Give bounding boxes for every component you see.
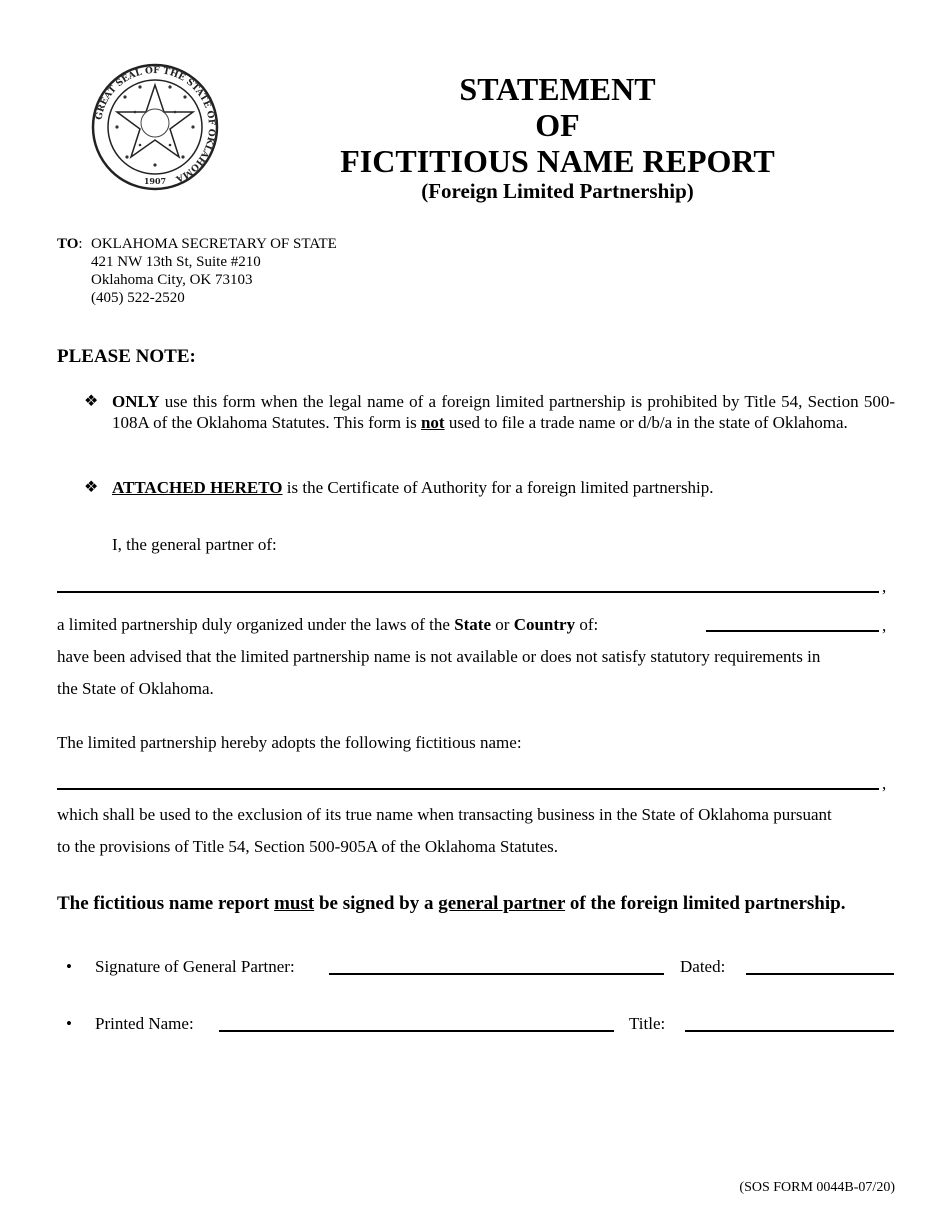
address-line-4: (405) 522-2520 [91,290,185,306]
please-note-heading: PLEASE NOTE: [57,346,196,367]
note-item-only-text-a: use this form when the legal name of a foreign limited partnership is prohibited by Title 54, Section 500-108A of the Oklahoma Statutes. This form is [112,392,895,432]
title-label: Title: [629,1014,666,1033]
state-or-country-field[interactable] [706,630,879,632]
address-line-2: 421 NW 13th St, Suite #210 [91,254,261,270]
advised-line-1: have been advised that the limited partnership name is not available or does not satisfy statutory requirements in [57,647,821,666]
of-text: of: [575,615,599,634]
note-item-attached-text: is the Certificate of Authority for a foreign limited partnership. [282,478,714,497]
state-seal-image [85,57,225,197]
bullet-dot: • [66,957,72,976]
statement-must: must [274,893,315,914]
to-label-text: TO [57,236,79,252]
address-line-3: Oklahoma City, OK 73103 [91,272,253,288]
title-field[interactable] [685,1030,894,1032]
state-bold: State [454,615,492,634]
seal-ring-text: GREAT SEAL OF THE STATE OF OKLAHOMA [94,65,217,184]
to-label [57,235,83,253]
title-line-3: FICTITIOUS NAME REPORT [340,143,775,179]
or-text: or [491,615,514,634]
note-not-emphasis: not [420,413,445,432]
advised-line-2: the State of Oklahoma. [57,679,214,698]
note-item-only [112,391,895,433]
statement-b: be signed by a [314,893,439,914]
general-partner-of-text: I, the general partner of: [112,535,277,554]
adopts-text: The limited partnership hereby adopts the following fictitious name: [57,733,522,752]
exclusion-line-1: which shall be used to the exclusion of its true name when transacting business in the State of Oklahoma pursuant [57,805,832,824]
dated-label: Dated: [680,957,726,976]
comma: , [882,616,887,635]
form-number-footer: (SOS FORM 0044B-07/20) [739,1180,895,1195]
seal-year: 1907 [143,176,167,186]
title-line-1: STATEMENT [459,71,656,107]
to-colon: : [78,236,83,252]
statement-c: of the foreign limited partnership. [565,893,846,914]
title-subtitle: (Foreign Limited Partnership) [421,179,694,203]
note-only-bold: ONLY [112,392,160,411]
statement-general-partner: general partner [438,893,566,914]
fictitious-name-field[interactable] [57,788,879,790]
signing-requirement-statement [57,893,895,915]
organized-text [57,614,895,636]
note-item-attached [112,477,895,498]
bullet-icon: ❖ [84,479,99,496]
note-item-only-text-b: used to file a trade name or d/b/a in the state of Oklahoma. [444,413,848,432]
statement-a: The fictitious name report [57,893,275,914]
comma: , [882,577,887,596]
bullet-icon: ❖ [84,393,99,410]
signature-field[interactable] [329,973,664,975]
note-attached-bold: ATTACHED HERETO [112,478,283,497]
title-line-2: OF [535,107,580,143]
exclusion-line-2: to the provisions of Title 54, Section 500-905A of the Oklahoma Statutes. [57,837,559,856]
address-line-1: OKLAHOMA SECRETARY OF STATE [91,236,337,252]
organized-text-a: a limited partnership duly organized under the laws of the [57,615,455,634]
bullet-dot: • [66,1014,72,1033]
signature-label: Signature of General Partner: [95,957,295,976]
partnership-name-field[interactable] [57,591,879,593]
country-bold: Country [513,615,576,634]
printed-name-field[interactable] [219,1030,614,1032]
dated-field[interactable] [746,973,894,975]
comma: , [882,774,887,793]
printed-name-label: Printed Name: [95,1014,194,1033]
